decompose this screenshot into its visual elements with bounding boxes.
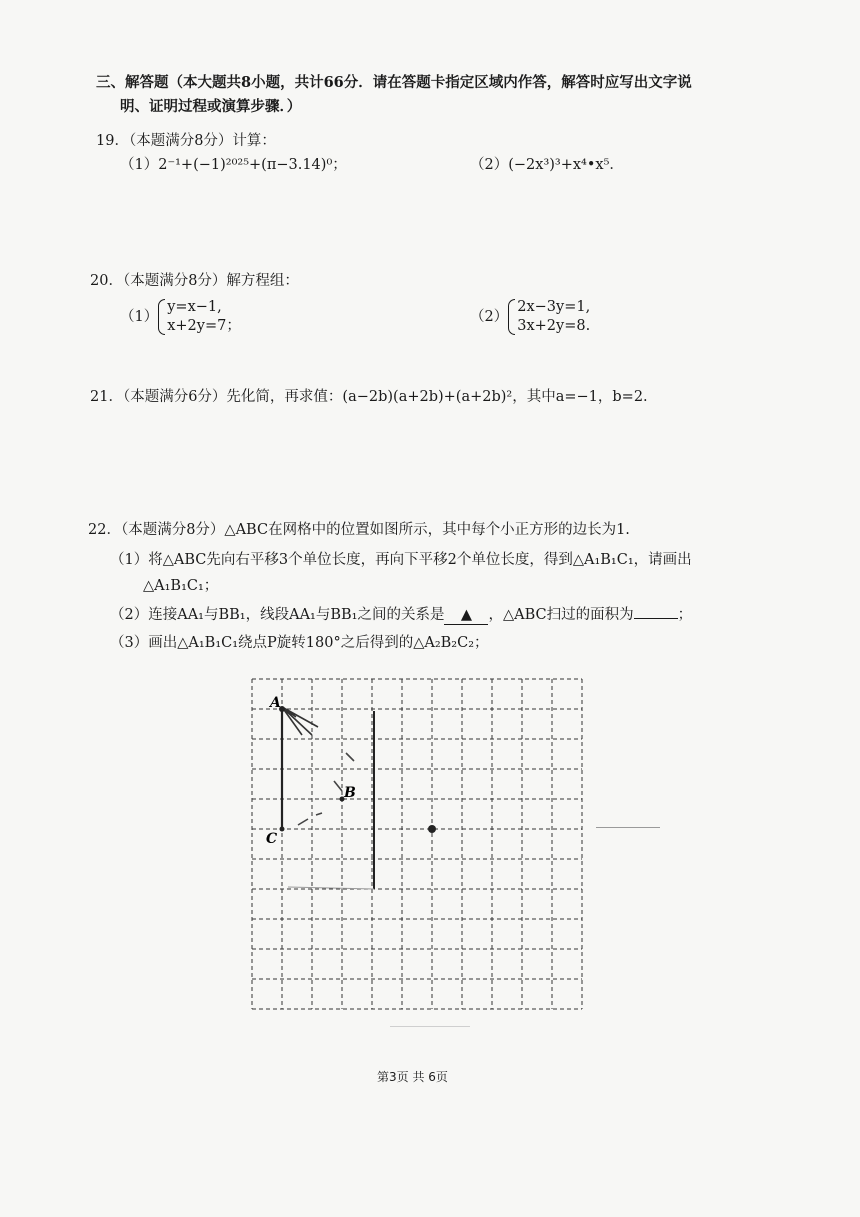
q20-part2-system [508,298,590,336]
q20-part1 [120,298,241,336]
label-c: C [266,831,278,847]
q21-text: 21．（本题满分6分）先化简，再求值：(a−2b)(a+2b)+(a+2b)²，其中a=−1，b=2. [90,389,648,405]
q19-part2-label: （2） [470,157,509,173]
faint-mark [596,827,660,828]
q22-part2 [110,606,692,625]
q20-part2 [470,298,590,336]
q19-part2 [470,156,624,174]
q20-part1-system [158,298,241,336]
q20-part1-eq2: x+2y=7； [167,317,241,334]
q20-part2-eq1: 2x−3y=1, [517,299,591,315]
section-title-line1: 三、解答题（本大题共8小题，共计66分．请在答题卡指定区域内作答，解答时应写出文字说 [96,74,692,91]
label-b: B [344,785,356,801]
section-title-line2: 明、证明过程或演算步骤．） [120,98,302,115]
q22-header: 22．（本题满分8分）△ABC在网格中的位置如图所示，其中每个小正方形的边长为1. [88,522,630,538]
q19-part1 [120,156,347,174]
answer-blank-1: ▲ [444,606,488,625]
q19-part2-expr: (−2x³)³+x⁴•x⁵． [508,157,624,173]
q19-header: 19．（本题满分8分）计算： [96,133,276,149]
q20-header: 20．（本题满分8分）解方程组： [90,273,299,289]
q19-part1-label: （1） [120,157,159,173]
point-c [280,827,285,832]
q22-part2-end: ； [677,607,693,623]
point-p [428,825,436,833]
answer-blank-2 [634,618,678,619]
q22-part2-mid: ，△ABC扫过的面积为 [488,607,634,623]
q20-part1-eq1: y=x−1, [167,299,222,315]
q20-part2-eq2: 3x+2y=8. [517,317,591,334]
q20-part1-label: （1） [120,308,159,325]
q20-part2-label: （2） [470,308,509,325]
q22-part2-pre: （2）连接AA₁与BB₁，线段AA₁与BB₁之间的关系是 [110,607,445,623]
brace [508,299,515,335]
q22-part3: （3）画出△A₁B₁C₁绕点P旋转180°之后得到的△A₂B₂C₂； [110,635,489,651]
page-footer: 第3页 共 6页 [377,1070,448,1084]
q19-part1-expr: 2⁻¹+(−1)²⁰²⁵+(π−3.14)⁰； [158,157,347,173]
grid-figure [250,677,590,1017]
handwritten-strokes [282,707,318,735]
brace [158,299,165,335]
faint-mark-bottom [390,1026,470,1027]
q22-part1-line2: △A₁B₁C₁； [143,578,219,594]
q22-part1-line1: （1）将△ABC先向右平移3个单位长度，再向下平移2个单位长度，得到△A₁B₁C₁，请画出 [110,552,692,568]
grid-lines [252,679,582,1009]
label-a: A [270,695,281,711]
